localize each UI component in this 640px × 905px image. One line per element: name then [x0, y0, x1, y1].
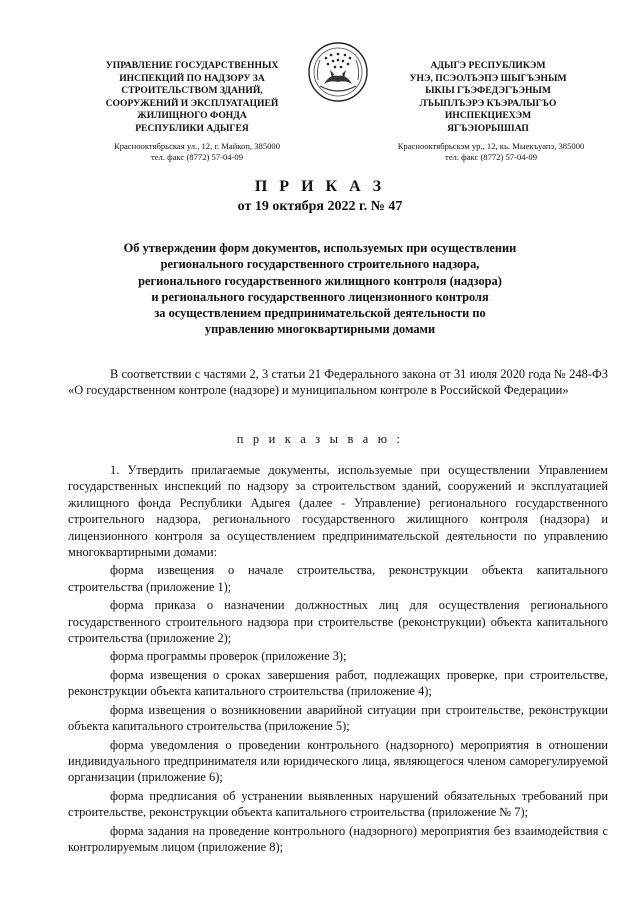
header-line: ЯГЪЭІОРЫШІАП [447, 122, 529, 134]
list-item: форма извещения о сроках завершения работ, подлежащих проверке, при строительстве, реконструкции объекта капитального строительства (приложение 4); [68, 667, 608, 699]
header-line: РЕСПУБЛИКИ АДЫГЕЯ [135, 122, 249, 134]
header-line: АДЫГЭ РЕСПУБЛИКЭМ [430, 60, 546, 71]
preamble-paragraph: В соответствии с частями 2, 3 статьи 21 Федерального закона от 31 июля 2020 года № 248-ФЗ «О государственном контроле (надзоре) и муниципальном контроле в Российской Федерации» [68, 367, 608, 398]
right-organization-header [388, 60, 588, 136]
list-item: форма предписания об устранении выявленных нарушений обязательных требований при строительстве, реконструкции объекта капитального строительства (приложение № 7); [68, 788, 608, 820]
list-item: форма уведомления о проведении контрольного (надзорного) мероприятия в отношении индивидуального предпринимателя или юридического лица, являющегося членом саморегулируемой организации (приложение 6); [68, 737, 608, 785]
header-line: СООРУЖЕНИЙ И ЭКСПЛУАТАЦИЕЙ [105, 97, 279, 109]
subject-line: регионального государственного жилищного контроля (надзора) [138, 273, 502, 288]
paragraph-1: 1. Утвердить прилагаемые документы, используемые при осуществлении Управлением государственных инспекций по надзору за строительством зданий, сооружений и эксплуатацией жилищного фонда Республики Адыгея (далее - Управление) регионального государственного строительного надзора, регионального государственного жилищного контроля (надзора) и лицензионного контроля за осуществлением предпринимательской деятельности по управлению многоквартирными домами: [68, 463, 608, 560]
subject-line: Об утверждении форм документов, используемых при осуществлении [123, 241, 517, 255]
list-item: форма извещения о начале строительства, реконструкции объекта капитального строительства (приложение 1); [68, 563, 608, 594]
coat-of-arms-icon [306, 40, 370, 104]
address-line: Краснооктябрьскэм ур., 12, кь. Мыекъуапэ, 385000 [397, 141, 585, 151]
document-date-number: от 19 октября 2022 г. № 47 [237, 199, 403, 214]
document-subject [80, 240, 560, 338]
header-line: СТРОИТЕЛЬСТВОМ ЗДАНИЙ, [121, 85, 263, 97]
subject-line: регионального государственного строительного надзора, [160, 257, 480, 272]
main-text [68, 462, 608, 855]
header-line: ИНСПЕКЦИЕХЭМ [444, 110, 532, 122]
subject-line: за осуществлением предпринимательской деятельности по [154, 306, 486, 321]
list-item: форма программы проверок (приложение 3); [110, 649, 347, 664]
header-line: ИНСПЕКЦИЙ ПО НАДЗОРУ ЗА [119, 72, 265, 84]
subject-line: управлению многоквартирными домами [204, 322, 436, 337]
left-organization-header [92, 60, 292, 136]
header-line: УПРАВЛЕНИЕ ГОСУДАРСТВЕННЫХ [105, 60, 279, 71]
decree-word: п р и к а з ы в а ю : [236, 432, 404, 446]
header-line: УНЭ, ПСЭОЛЪЭПЭ ШЫГЪЭНЫМ [409, 72, 567, 84]
header-line: ЛЪЫПЛЪЭРЭ КЪЭРАЛЫГЪО [419, 97, 557, 109]
document-title: П Р И К А З [254, 178, 386, 195]
address-line: Краснооктябрьская ул., 12, г. Майкоп, 385000 [113, 141, 281, 151]
right-address [376, 141, 606, 163]
header-line: ЫКІЫ ГЪЭФЕДЭГЪЭНЫМ [425, 85, 551, 97]
phone-fax-line: тел. факс (8772) 57-04-09 [444, 152, 538, 162]
list-item: форма извещения о возникновении аварийной ситуации при строительстве, реконструкции объекта капитального строительства (приложение 5); [68, 702, 608, 734]
header-line: ЖИЛИЩНОГО ФОНДА [137, 110, 247, 122]
phone-fax-line: тел. факс (8772) 57-04-09 [150, 152, 244, 162]
left-address [82, 141, 312, 163]
subject-line: и регионального государственного лицензионного контроля [151, 289, 489, 304]
list-item: форма приказа о назначении должностных лиц для осуществления регионального государственного строительного надзора при строительстве (реконструкции) объекта капитального строительства (приложение 2); [68, 598, 608, 646]
list-item: форма задания на проведение контрольного (надзорного) мероприятия без взаимодействия с контролируемым лицом (приложение 8); [68, 823, 608, 854]
